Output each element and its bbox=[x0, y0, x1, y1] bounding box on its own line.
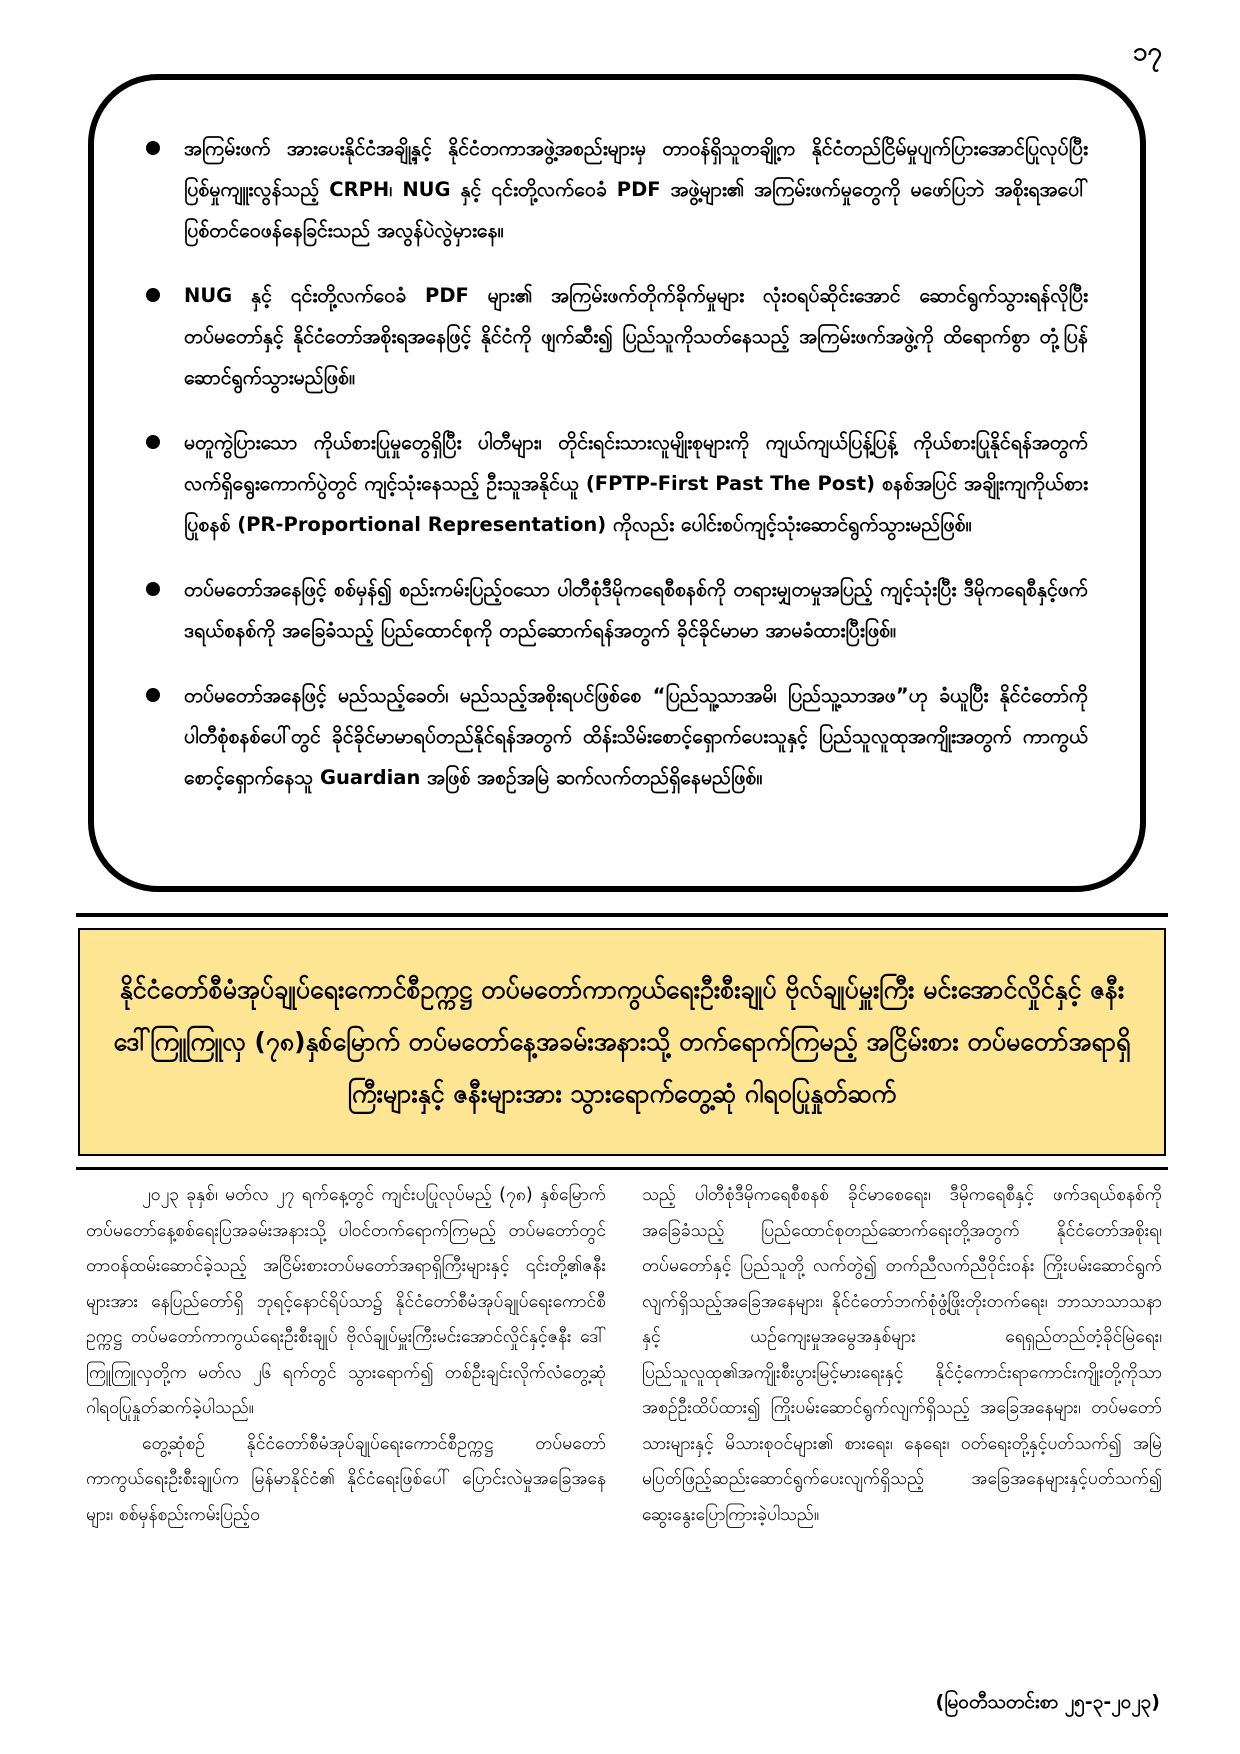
headline-box bbox=[78, 928, 1166, 1156]
bullet-text: တပ်မတော်အနေဖြင့် စစ်မှန်၍ စည်းကမ်းပြည့်ဝသော ပါတီစုံဒီမိုကရေစီစနစ်ကို တရားမျှတမှုအပြည့် ကျင့်သုံးပြီး ဒီမိုကရေစီနှင့်ဖက်ဒရယ်စနစ်ကို အခြေခံသည့် ပြည်ထောင်စုကို တည်ဆောက်ရန်အတွက် ခိုင်ခိုင်မာမာ အာမခံထားပြီးဖြစ်။ bbox=[184, 578, 1088, 642]
article-headline: နိုင်ငံတော်စီမံအုပ်ချုပ်ရေးကောင်စီဥက္ကဋ္ဌ တပ်မတော်ကာကွယ်ရေးဦးစီးချုပ် ဗိုလ်ချုပ်မှူးကြီး မင်းအောင်လှိုင်နှင့် ဇနီး ဒေါ်ကြူကြူလှ (၇၈)နှစ်မြောက် တပ်မတော်နေ့အခမ်းအနားသို့ တက်ရောက်ကြမည့် အငြိမ်းစား တပ်မတော်အရာရှိကြီးများနှင့် ဇနီးများအား သွားရောက်တွေ့ဆုံ ဂါရဝပြုနှုတ်ဆက် bbox=[113, 975, 1131, 1108]
source-credit: (မြဝတီသတင်းစာ ၂၅-၃-၂၀၂၃) bbox=[935, 1691, 1160, 1713]
article-paragraph: သည့် ပါတီစုံဒီမိုကရေစီစနစ် ခိုင်မာစေရေး၊ ဒီမိုကရေစီနှင့် ဖက်ဒရယ်စနစ်ကို အခြေခံသည့် ပြည်ထောင်စုတည်ဆောက်ရေးတို့အတွက် နိုင်ငံတော်အစိုးရ၊ တပ်မတော်နှင့် ပြည်သူတို့ လက်တွဲ၍ တက်ညီလက်ညီဝိုင်းဝန်း ကြိုးပမ်းဆောင်ရွက်လျက်ရှိသည့်အခြေအနေများ၊ နိုင်ငံတော်ဘက်စုံဖွံ့ဖြိုးတိုးတက်ရေး၊ ဘာသာသာသနာနှင့် ယဉ်ကျေးမှုအမွေအနှစ်များ ရေရှည်တည်တံ့ခိုင်မြဲရေး၊ ပြည်သူလူထု၏အကျိုးစီးပွားမြင့်မားရေးနှင့် နိုင်ငံ့ကောင်းရာကောင်းကျိုးတို့ကိုသာ အစဉ်ဦးထိပ်ထား၍ ကြိုးပမ်းဆောင်ရွက်လျက်ရှိသည့် အခြေအနေများ၊ တပ်မတော်သားများနှင့် မိသားစုဝင်များ၏ စားရေး၊ နေရေး၊ ဝတ်ရေးတို့နှင့်ပတ်သက်၍ အမြဲမပြတ်ဖြည့်ဆည်းဆောင်ရွက်ပေးလျက်ရှိသည့် အခြေအနေများနှင့်ပတ်သက်၍ ဆွေးနွေးပြောကြားခဲ့ပါသည်။ bbox=[642, 1185, 1162, 1525]
bullet-text: အကြမ်းဖက် အားပေးနိုင်ငံအချို့နှင့် နိုင်ငံတကာအဖွဲ့အစည်းများမှ တာဝန်ရှိသူတချို့က နိုင်ငံတည်ငြိမ်မှုပျက်ပြားအောင်ပြုလုပ်ပြီး ပြစ်မှုကျူးလွန်သည့် CRPH၊ NUG နှင့် ၎င်းတို့လက်ဝေခံ PDF အဖွဲ့များ၏ အကြမ်းဖက်မှုတွေကို မဖော်ပြဘဲ အစိုးရအပေါ် ပြစ်တင်ဝေဖန်နေခြင်းသည် အလွန်ပဲလွဲမှားနေ။ bbox=[184, 137, 1088, 242]
page-number: ၁၇ bbox=[1132, 37, 1162, 67]
summary-box bbox=[88, 74, 1146, 892]
article-body bbox=[86, 1178, 1162, 1533]
bullet-item bbox=[146, 128, 1088, 251]
article-paragraph: တွေ့ဆုံစဉ် နိုင်ငံတော်စီမံအုပ်ချုပ်ရေးကောင်စီဥက္ကဋ္ဌ တပ်မတော်ကာကွယ်ရေးဦးစီးချုပ်က မြန်မာနိုင်ငံ၏ နိုင်ငံရေးဖြစ်ပေါ် ပြောင်းလဲမှုအခြေအနေများ၊ စစ်မှန်စည်းကမ်းပြည့်ဝ bbox=[86, 1433, 606, 1525]
article-paragraph: ၂၀၂၃ ခုနှစ်၊ မတ်လ ၂၇ ရက်နေ့တွင် ကျင်းပပြုလုပ်မည့် (၇၈) နှစ်မြောက် တပ်မတော်နေ့စစ်ရေးပြအခမ်းအနားသို့ ပါဝင်တက်ရောက်ကြမည့် တပ်မတော်တွင် တာဝန်ထမ်းဆောင်ခဲ့သည့် အငြိမ်းစားတပ်မတော်အရာရှိကြီးများနှင့် ၎င်းတို့၏ဇနီးများအား နေပြည်တော်ရှိ ဘုရင့်နောင်ရိပ်သာ၌ နိုင်ငံတော်စီမံအုပ်ချုပ်ရေးကောင်စီဥက္ကဋ္ဌ တပ်မတော်ကာကွယ်ရေးဦးစီးချုပ် ဗိုလ်ချုပ်မှူးကြီးမင်းအောင်လှိုင်နှင့်ဇနီး ဒေါ်ကြူကြူလှတို့က မတ်လ ၂၆ ရက်တွင် သွားရောက်၍ တစ်ဦးချင်းလိုက်လံတွေ့ဆုံ ဂါရဝပြုနှုတ်ဆက်ခဲ့ပါသည်။ bbox=[86, 1185, 606, 1418]
bullet-text: မတူကွဲပြားသော ကိုယ်စားပြုမှုတွေရှိပြီး ပါတီများ၊ တိုင်းရင်းသားလူမျိုးစုများကို ကျယ်ကျယ်ပြန့်ပြန့် ကိုယ်စားပြုနိုင်ရန်အတွက် လက်ရှိရွေးကောက်ပွဲတွင် ကျင့်သုံးနေသည့် ဦးသူအနိုင်ယူ (FPTP-First Past The Post) စနစ်အပြင် အချိုးကျကိုယ်စားပြုစနစ် (PR-Proportional Representation) ကိုလည်း ပေါင်းစပ်ကျင့်သုံးဆောင်ရွက်သွားမည်ဖြစ်။ bbox=[184, 431, 1088, 536]
bullet-list bbox=[146, 128, 1088, 798]
article-column-right bbox=[642, 1178, 1162, 1533]
bullet-item bbox=[146, 275, 1088, 398]
bullet-dot-icon bbox=[146, 582, 160, 596]
divider-line-top bbox=[76, 913, 1168, 917]
bullet-item bbox=[146, 675, 1088, 798]
article-column-left bbox=[86, 1178, 606, 1533]
bullet-text: NUG နှင့် ၎င်းတို့လက်ဝေခံ PDF များ၏ အကြမ်းဖက်တိုက်ခိုက်မှုများ လုံးဝရပ်ဆိုင်းအောင် ဆောင်ရွက်သွားရန်လိုပြီး တပ်မတော်နှင့် နိုင်ငံတော်အစိုးရအနေဖြင့် နိုင်ငံကို ဖျက်ဆီး၍ ပြည်သူကိုသတ်နေသည့် အကြမ်းဖက်အဖွဲ့ကို ထိရောက်စွာ တုံ့ပြန်ဆောင်ရွက်သွားမည်ဖြစ်။ bbox=[184, 284, 1088, 389]
bullet-dot-icon bbox=[146, 435, 160, 449]
bullet-item bbox=[146, 569, 1088, 651]
bullet-text: တပ်မတော်အနေဖြင့် မည်သည့်ခေတ်၊ မည်သည့်အစိုးရပင်ဖြစ်စေ “ပြည်သူ့သာအမိ၊ ပြည်သူ့သာအဖ”ဟု ခံယူပြီး နိုင်ငံတော်ကို ပါတီစုံစနစ်ပေါ်တွင် ခိုင်ခိုင်မာမာရပ်တည်နိုင်ရန်အတွက် ထိန်းသိမ်းစောင့်ရှောက်ပေးသူနှင့် ပြည်သူလူထုအကျိုးအတွက် ကာကွယ်စောင့်ရှောက်နေသူ Guardian အဖြစ် အစဉ်အမြဲ ဆက်လက်တည်ရှိနေမည်ဖြစ်။ bbox=[184, 684, 1088, 789]
bullet-dot-icon bbox=[146, 288, 160, 302]
bullet-dot-icon bbox=[146, 688, 160, 702]
bullet-item bbox=[146, 422, 1088, 545]
divider-line-bottom bbox=[76, 1167, 1168, 1170]
bullet-dot-icon bbox=[146, 141, 160, 155]
